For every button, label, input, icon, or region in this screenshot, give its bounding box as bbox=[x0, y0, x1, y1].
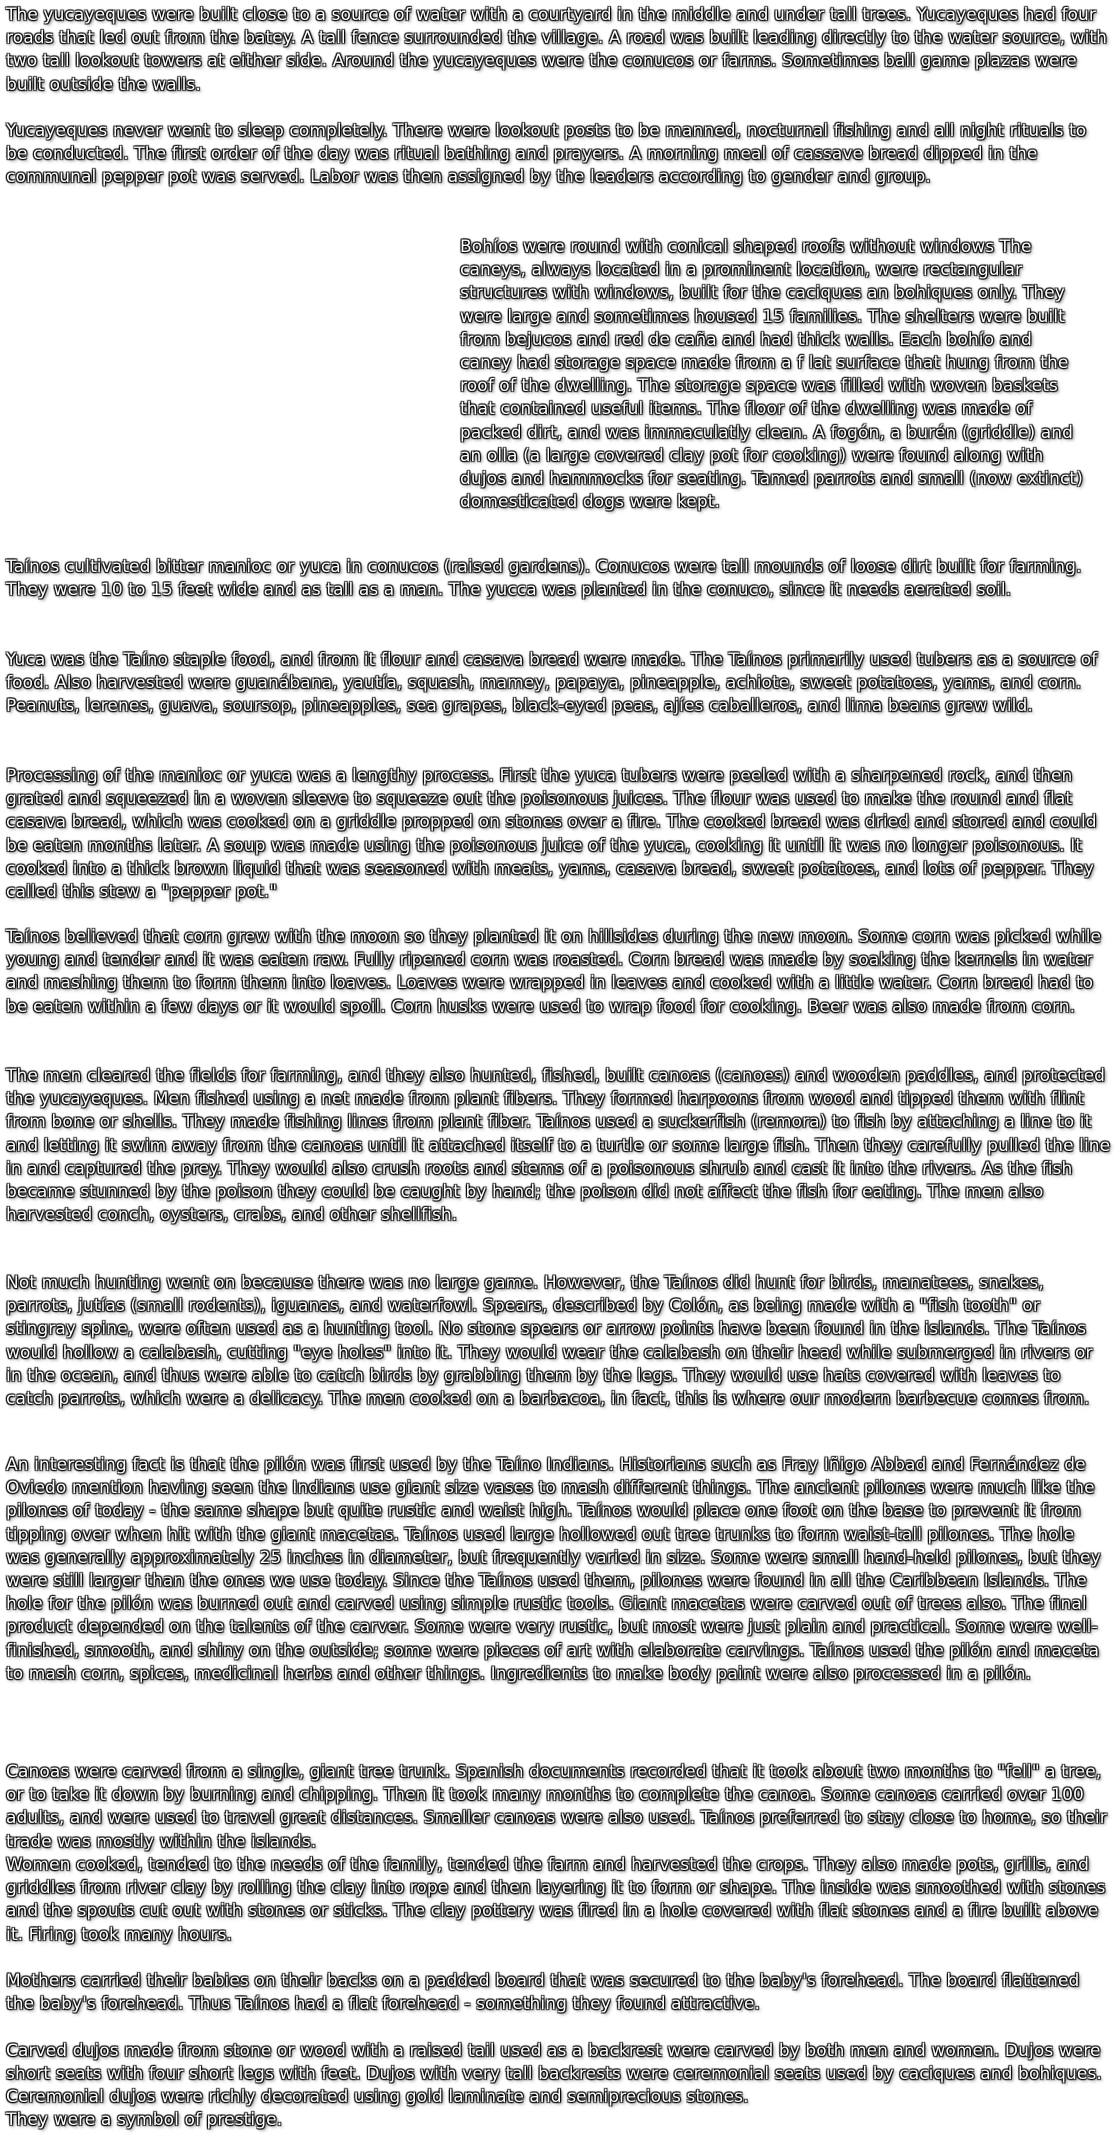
paragraph-corn: Taínos believed that corn grew with the moon so they planted it on hillsides during the new moon. Some corn was picked while young and tender and it was eaten raw. Fully ripened corn was roasted. Corn bread was made by soaking the kernels in water and mashing them to form them into loaves. Loaves were wrapped in leaves and cooked with a little water. Corn bread had to be eaten within a few days or it would spoil. Corn husks were used to wrap food for cooking. Beer was also made from corn. bbox=[6, 927, 1102, 1017]
paragraph-canoas: Canoas were carved from a single, giant tree trunk. Spanish documents recorded that it took about two months to "fell" a tree, or to take it down by burning and chipping. Then it took many months to complete the canoa. Some canoas carried over 100 adults, and were used to travel great distances. Smaller canoas were also used. Taínos preferred to stay close to home, so their trade was mostly within the islands. bbox=[6, 1762, 1107, 1852]
paragraph-hunting: Not much hunting went on because there was no large game. However, the Taínos did hunt for birds, manatees, snakes, parrots, jutías (small rodents), iguanas, and waterfowl. Spears, described by Colón, as being made with a "fish tooth" or stingray spine, were often used as a hunting tool. No stone spears or arrow points have been found in the islands. The Taínos would hollow a calabash, cutting "eye holes" into it. They would wear the calabash on their head while submerged in rivers or in the ocean, and thus were able to catch birds by grabbing them by the legs. They would use hats covered with leaves to catch parrots, which were a delicacy. The men cooked on a barbacoa, in fact, this is where our modern barbecue comes from. bbox=[6, 1273, 1093, 1410]
paragraph-dujos-prestige: They were a symbol of prestige. bbox=[6, 2110, 283, 2130]
paragraph-women: Women cooked, tended to the needs of the family, tended the farm and harvested the crops. They also made pots, grills, and griddles from river clay by rolling the clay into rope and then layering it to form or shape. The inside was smoothed with stones and the spouts cut out with stones or sticks. The clay pottery was fired in a hole covered with flat stones and a fire built above it. Firing took many hours. bbox=[6, 1855, 1106, 1945]
paragraph-yuca-staple: Yuca was the Taíno staple food, and from it flour and casava bread were made. The Taínos primarily used tubers as a source of food. Also harvested were guanábana, yautía, squash, mamey, papaya, pineapple, achiote, sweet potatoes, yams, and corn. Peanuts, lerenes, guava, soursop, pineapples, sea grapes, black-eyed peas, ajíes caballeros, and lima beans grew wild. bbox=[6, 650, 1098, 717]
paragraph-mothers: Mothers carried their babies on their backs on a padded board that was secured to the baby's forehead. The board flattened the baby's forehead. Thus Taínos had a flat forehead - something they found attractive. bbox=[6, 1971, 1080, 2015]
paragraph-men-fishing: The men cleared the fields for farming, and they also hunted, fished, built canoas (canoes) and wooden paddles, and protected the yucayeques. Men fished using a net made from plant fibers. They formed harpoons from wood and tipped them with flint from bone or shells. They made fishing lines from plant fiber. Taínos used a suckerfish (remora) to fish by attaching a line to it and letting it swim away from the canoas until it attached itself to a turtle or some large fish. Then they carefully pulled the line in and captured the prey. They would also crush roots and stems of a poisonous shrub and cast it into the rivers. As the fish became stunned by the poison they could be caught by hand; the poison did not affect the fish for eating. The men also harvested conch, oysters, crabs, and other shellfish. bbox=[6, 1066, 1111, 1226]
paragraph-dujos: Carved dujos made from stone or wood with a raised tail used as a backrest were carved by both men and women. Dujos were short seats with four short legs with feet. Dujos with very tall backrests were ceremonial seats used by caciques and bohiques. Ceremonial dujos were richly decorated using gold laminate and semiprecious stones. bbox=[6, 2041, 1102, 2108]
paragraph-yucayeques-layout: The yucayeques were built close to a source of water with a courtyard in the middle and under tall trees. Yucayeques had four roads that led out from the batey. A tall fence surrounded the village. A road was built leading directly to the water source, with two tall lookout towers at either side. Around the yucayeques were the conucos or farms. Sometimes ball game plazas were built outside the walls. bbox=[6, 5, 1108, 95]
paragraph-pilon: An interesting fact is that the pilón was first used by the Taíno Indians. Historians such as Fray Iñigo Abbad and Fernández de Oviedo mention having seen the Indians use giant size vases to mash different things. The ancient pilones were much like the pilones of today - the same shape but quite rustic and waist high. Taínos would place one foot on the base to prevent it from tipping over when hit with the giant macetas. Taínos used large hollowed out tree trunks to form waist-tall pilones. The hole was generally approximately 25 inches in diameter, but frequently varied in size. Some were small hand-held pilones, but they were still larger than the ones we use today. Since the Taínos used them, pilones were found in all the Caribbean Islands. The hole for the pilón was burned out and carved using simple rustic tools. Giant macetas were carved out of trees also. The final product depended on the talents of the carver. Some were very rustic, but most were just plain and practical. Some were well-finished, smooth, and shiny on the outside; some were pieces of art with elaborate carvings. Taínos used the pilón and maceta to mash corn, spices, medicinal herbs and other things. Ingredients to make body paint were also processed in a pilón. bbox=[6, 1455, 1101, 1684]
paragraph-manioc-processing: Processing of the manioc or yuca was a lengthy process. First the yuca tubers were peeled with a sharpened rock, and then grated and squeezed in a woven sleeve to squeeze out the poisonous juices. The flour was used to make the round and flat casava bread, which was cooked on a griddle propped on stones over a fire. The cooked bread was dried and stored and could be eaten months later. A soup was made using the poisonous juice of the yuca, cooking it until it was no longer poisonous. It cooked into a thick brown liquid that was seasoned with meats, yams, casava bread, sweet potatoes, and lots of pepper. They called this stew a "pepper pot." bbox=[6, 766, 1097, 903]
paragraph-bohios-caneys: Bohíos were round with conical shaped roofs without windows The caneys, always located in a prominent location, were rectangular structures with windows, built for the caciques an bohiques only. They were large and sometimes housed 15 families. The shelters were built from bejucos and red de caña and had thick walls. Each bohío and caney had storage space made from a f lat surface that hung from the roof of the dwelling. The storage space was filled with woven baskets that contained useful items. The floor of the dwelling was made of packed dirt, and was immaculatly clean. A fogón, a burén (griddle) and an olla (a large covered clay pot for cooking) were found along with dujos and hammocks for seating. Tamed parrots and small (now extinct) domesticated dogs were kept. bbox=[460, 237, 1083, 513]
paragraph-daily-routine: Yucayeques never went to sleep completely. There were lookout posts to be manned, nocturnal fishing and all night rituals to be conducted. The first order of the day was ritual bathing and prayers. A morning meal of cassave bread dipped in the communal pepper pot was served. Labor was then assigned by the leaders according to gender and group. bbox=[6, 121, 1087, 188]
paragraph-conucos: Taínos cultivated bitter manioc or yuca in conucos (raised gardens). Conucos were tall mounds of loose dirt built for farming. They were 10 to 15 feet wide and as tall as a man. The yucca was planted in the conuco, since it needs aerated soil. bbox=[6, 557, 1082, 601]
